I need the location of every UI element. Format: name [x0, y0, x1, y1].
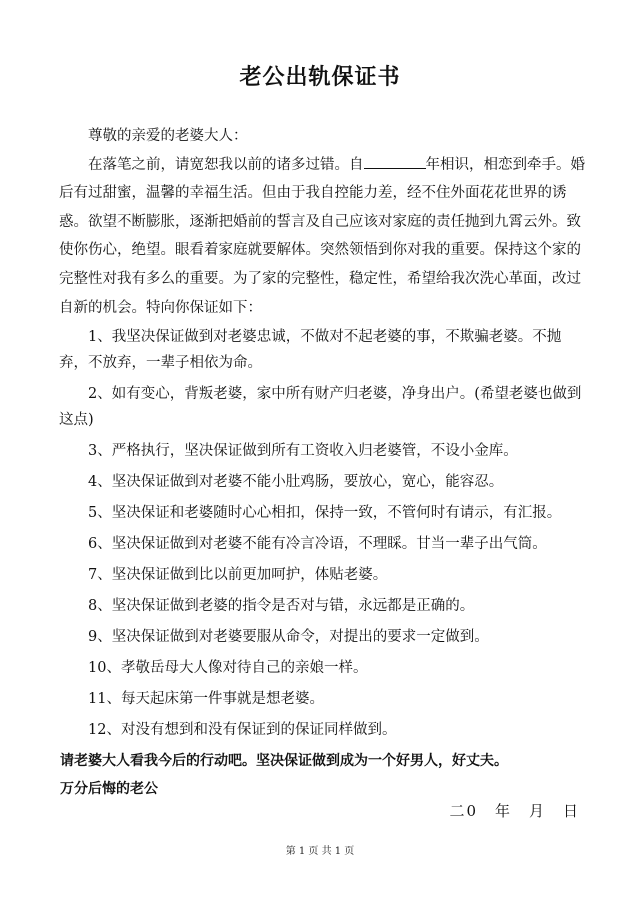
list-item: 9、坚决保证做到对老婆要服从命令，对提出的要求一定做到。	[88, 629, 489, 646]
list-item: 1、我坚决保证做到对老婆忠诚，不做对不起老婆的事，不欺骗老婆。不抛弃，不放弃，一辈子相依为命。	[59, 329, 562, 372]
salutation	[88, 122, 576, 151]
intro-text-before: 在落笔之前，请宽恕我以前的诸多过错。自	[88, 156, 364, 173]
list-item: 12、对没有想到和没有保证到的保证同样做到。	[88, 722, 397, 739]
date-line: 二0 年 月 日	[449, 802, 580, 820]
signature: 万分后悔的老公	[60, 781, 158, 798]
salutation-text: 尊敬的亲爱的老婆大人：	[88, 128, 248, 144]
page-footer: 第 1 页 共 1 页	[285, 846, 355, 857]
closing-line: 请老婆大人看我今后的行动吧。坚决保证做到成为一个好男人，好丈夫。	[60, 753, 508, 770]
promise-list	[59, 322, 582, 745]
document-title: 老公出轨保证书	[239, 65, 401, 90]
list-item: 2、如有变心，背叛老婆，家中所有财产归老婆，净身出户。(希望老婆也做到这点)	[59, 386, 582, 429]
document-body	[59, 122, 585, 802]
list-item: 3、严格执行，坚决保证做到所有工资收入归老婆管，不设小金库。	[88, 443, 518, 460]
list-item: 6、坚决保证做到对老婆不能有冷言冷语，不理睬。甘当一辈子出气筒。	[88, 536, 547, 553]
list-item: 11、每天起床第一件事就是想老婆。	[88, 691, 324, 708]
list-item: 4、坚决保证做到对老婆不能小肚鸡肠，要放心，宽心，能容忍。	[88, 474, 504, 491]
intro-paragraph	[59, 151, 589, 323]
list-item: 8、坚决保证做到老婆的指令是否对与错，永远都是正确的。	[88, 598, 475, 615]
list-item: 10、孝敬岳母大人像对待自己的亲娘一样。	[88, 660, 368, 677]
intro-text-after: 年相识，相恋到牵手。婚后有过甜蜜，温馨的幸福生活。但由于我自控能力差，经不住外面花花世界的诱惑。欲望不断膨胀，逐渐把婚前的誓言及自己应该对家庭的责任抛到九霄云外。致使你伤心，绝望。眼看着家庭就要解体。突然领悟到你对我的重要。保持这个家的完整性对我有多么的重要。为了家的完整性，稳定性，希望给我次洗心革面，改过自新的机会。特向你保证如下：	[59, 156, 585, 316]
list-item: 7、坚决保证做到比以前更加呵护，体贴老婆。	[88, 567, 388, 584]
list-item: 5、坚决保证和老婆随时心心相扣，保持一致，不管何时有请示，有汇报。	[88, 505, 562, 522]
year-blank	[364, 154, 426, 169]
